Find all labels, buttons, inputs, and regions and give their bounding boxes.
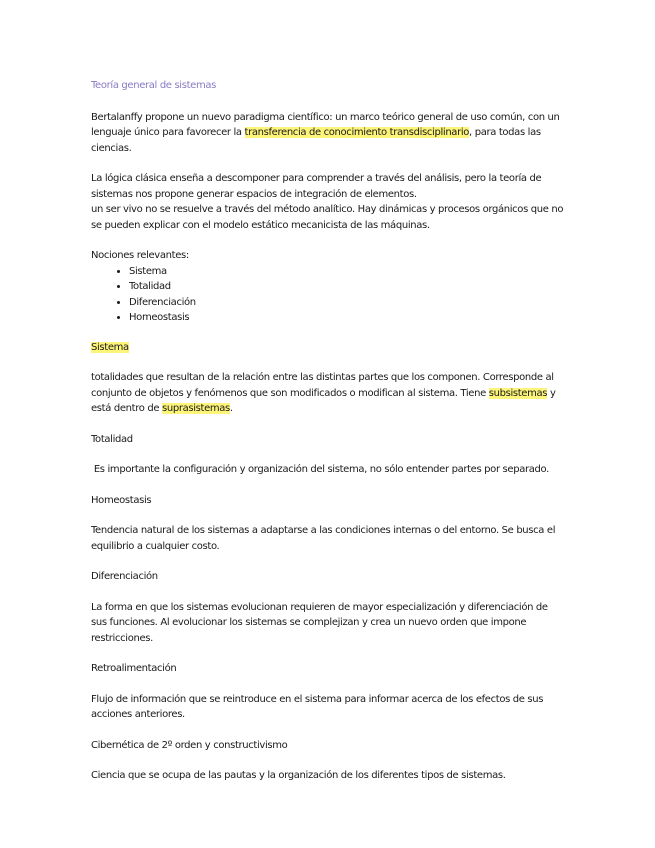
sistema-text-mid: y está dentro de [91,387,556,414]
subsistemas-highlight: subsistemas [488,387,548,399]
logic-paragraph [91,171,566,233]
sistema-heading-row [91,340,566,356]
intro-text: Bertalanffy propone un nuevo paradigma científico: un marco teórico general de uso común, con un lenguaje único para favorecer la [91,111,560,138]
diferenciacion-paragraph: La forma en que los sistemas evolucionan requieren de mayor especialización y diferenciación de sus funciones. Al evolucionar los sistemas se complejizan y crea un nuevo orden que impone restricciones. [91,601,548,644]
cibernetica-heading: Cibernética de 2º orden y constructivismo [91,739,288,751]
homeostasis-heading: Homeostasis [91,494,152,506]
sistema-paragraph [91,370,566,417]
sistema-text: totalidades que resultan de la relación entre las distintas partes que los componen. Corresponde al conjunto de objetos y fenómenos que son modificados o modifican al sistema. Tiene [91,372,554,399]
nociones-list [91,264,566,326]
document-title: Teoría general de sistemas [91,80,216,91]
suprasistemas-highlight: suprasistemas [161,403,230,414]
list-item: • Diferenciación [129,295,566,311]
intro-text-end: , para todas las ciencias. [91,127,541,154]
retroalimentacion-heading: Retroalimentación [91,663,177,674]
intro-paragraph [91,110,566,157]
list-item: • Homeostasis [129,310,566,326]
logic-line-1: La lógica clásica enseña a descomponer para comprender a través del análisis, pero la teoría de sistemas nos propone generar espacios de integración de elementos. [91,173,542,200]
nociones-label: Nociones relevantes: [91,250,189,261]
document-page [91,78,566,799]
intro-highlight: transferencia de conocimiento transdisciplinario [244,127,470,138]
sistema-text-end: . [229,403,233,414]
retroalimentacion-paragraph: Flujo de información que se reintroduce en el sistema para informar acerca de los efectos de sus acciones anteriores. [91,693,544,720]
cibernetica-paragraph: Ciencia que se ocupa de las pautas y la organización de los diferentes tipos de sistemas. [91,770,506,781]
sistema-heading: Sistema [91,341,129,353]
totalidad-heading: Totalidad [91,433,133,445]
diferenciacion-heading: Diferenciación [91,571,158,582]
homeostasis-paragraph: Tendencia natural de los sistemas a adaptarse a las condiciones internas o del entorno. Se busca el equilibrio a cualquier costo. [91,525,556,552]
totalidad-paragraph: Es importante la configuración y organización del sistema, no sólo entender partes por separado. [91,464,549,475]
list-item: • Totalidad [129,279,566,295]
logic-line-2: un ser vivo no se resuelve a través del método analítico. Hay dinámicas y procesos orgánicos que no se pueden explicar con el modelo estático mecanicista de las máquinas. [91,204,564,231]
list-item: • Sistema [129,264,566,280]
